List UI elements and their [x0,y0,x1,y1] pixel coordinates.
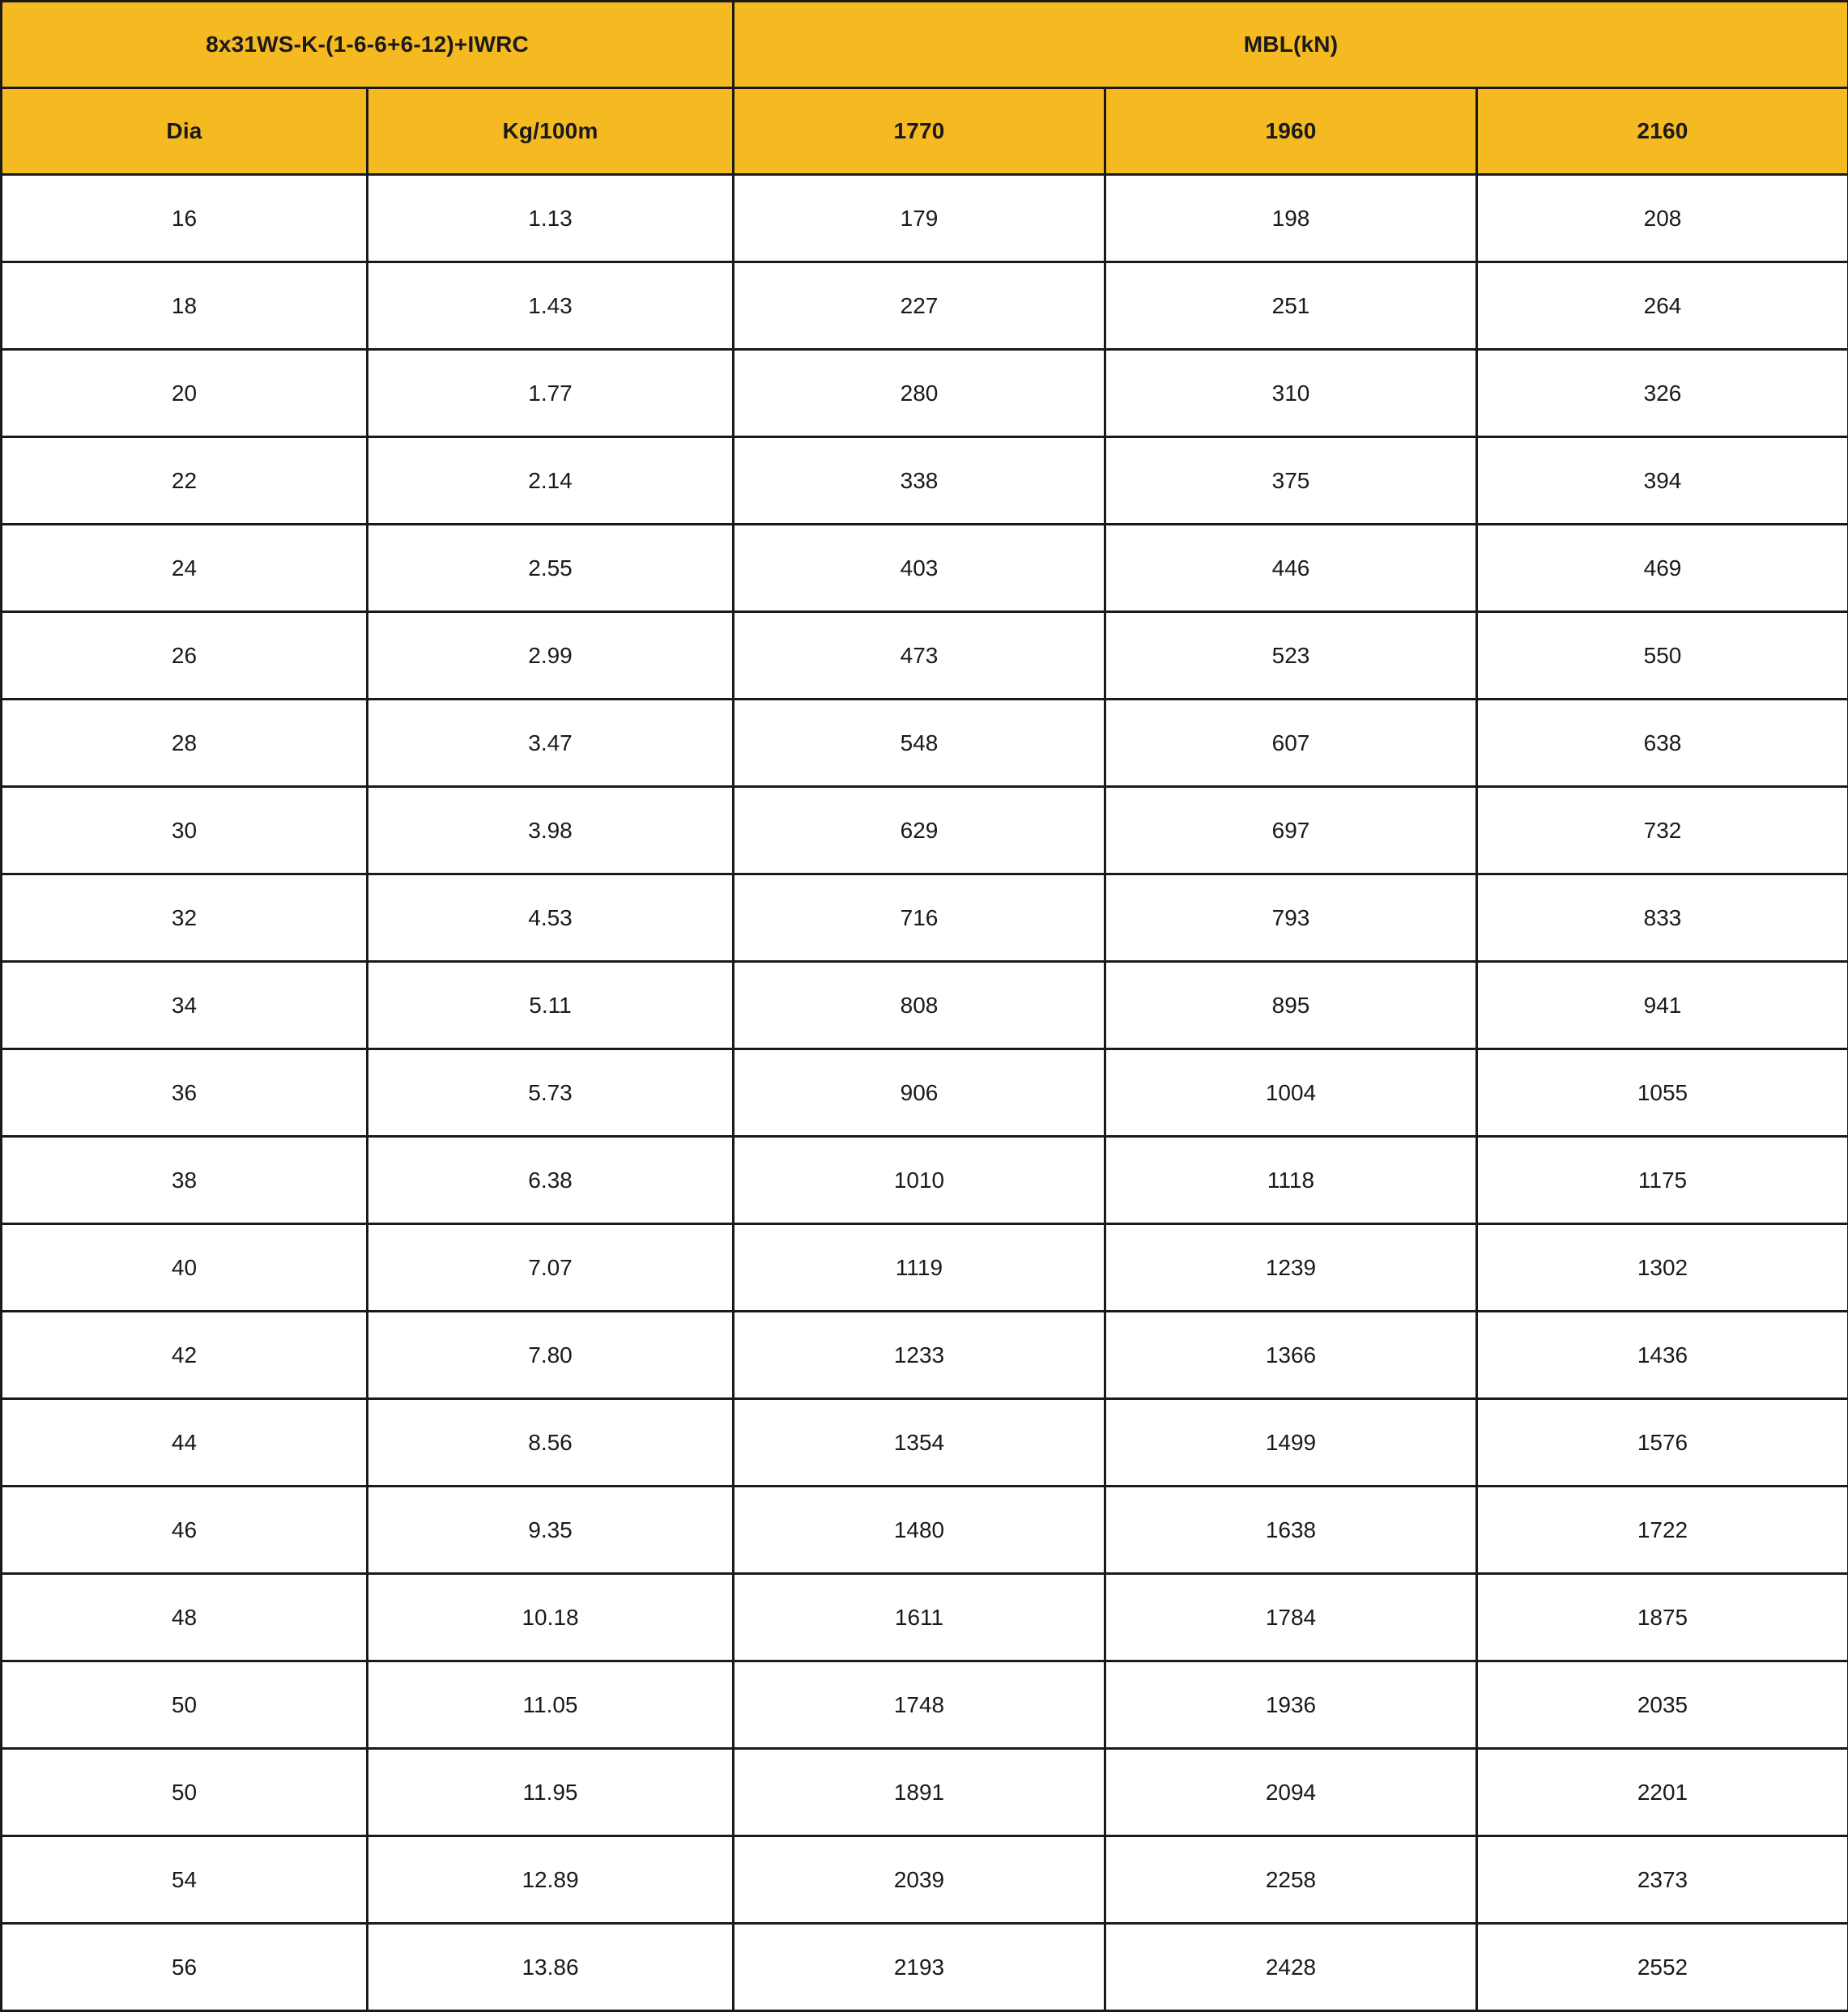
cell-mbl-1770: 1611 [734,1574,1105,1661]
cell-mbl-1770: 1119 [734,1224,1105,1312]
cell-mbl-2160: 1055 [1477,1049,1848,1137]
cell-mbl-2160: 2552 [1477,1924,1848,2011]
cell-dia: 50 [2,1749,368,1836]
cell-mbl-1770: 716 [734,874,1105,962]
cell-kg-per-100m: 2.99 [368,612,734,700]
cell-mbl-1770: 179 [734,175,1105,262]
cell-mbl-2160: 941 [1477,962,1848,1049]
cell-mbl-1770: 338 [734,437,1105,525]
cell-dia: 54 [2,1836,368,1924]
cell-dia: 50 [2,1661,368,1749]
cell-dia: 16 [2,175,368,262]
cell-mbl-1770: 1891 [734,1749,1105,1836]
cell-dia: 42 [2,1312,368,1399]
cell-mbl-1960: 607 [1105,700,1477,787]
cell-mbl-1770: 227 [734,262,1105,350]
table-row [2,1224,1848,1312]
table-row [2,525,1848,612]
cell-mbl-2160: 1576 [1477,1399,1848,1487]
table-row [2,962,1848,1049]
cell-mbl-1770: 1354 [734,1399,1105,1487]
cell-mbl-1770: 629 [734,787,1105,874]
cell-mbl-2160: 833 [1477,874,1848,962]
cell-dia: 48 [2,1574,368,1661]
cell-mbl-2160: 2201 [1477,1749,1848,1836]
cell-mbl-1960: 375 [1105,437,1477,525]
column-header-kg-per-100m: Kg/100m [368,88,734,175]
cell-mbl-1960: 1366 [1105,1312,1477,1399]
cell-dia: 30 [2,787,368,874]
cell-mbl-1960: 1004 [1105,1049,1477,1137]
cell-kg-per-100m: 13.86 [368,1924,734,2011]
cell-dia: 40 [2,1224,368,1312]
cell-kg-per-100m: 10.18 [368,1574,734,1661]
cell-mbl-1960: 2258 [1105,1836,1477,1924]
cell-mbl-2160: 1302 [1477,1224,1848,1312]
table-row [2,1661,1848,1749]
table-row [2,437,1848,525]
cell-mbl-1960: 895 [1105,962,1477,1049]
cell-kg-per-100m: 12.89 [368,1836,734,1924]
table-row [2,262,1848,350]
cell-mbl-2160: 1875 [1477,1574,1848,1661]
column-header-1770: 1770 [734,88,1105,175]
cell-kg-per-100m: 3.47 [368,700,734,787]
cell-mbl-2160: 1722 [1477,1487,1848,1574]
table-header [2,2,1848,175]
table-row [2,1749,1848,1836]
table-row [2,1574,1848,1661]
construction-title: 8x31WS-K-(1-6-6+6-12)+IWRC [2,2,734,88]
cell-kg-per-100m: 11.05 [368,1661,734,1749]
cell-mbl-1770: 2039 [734,1836,1105,1924]
cell-mbl-1960: 1499 [1105,1399,1477,1487]
cell-mbl-1960: 2428 [1105,1924,1477,2011]
cell-mbl-2160: 264 [1477,262,1848,350]
cell-mbl-1960: 1239 [1105,1224,1477,1312]
table-row [2,612,1848,700]
cell-kg-per-100m: 5.73 [368,1049,734,1137]
table-row [2,1049,1848,1137]
cell-mbl-1770: 2193 [734,1924,1105,2011]
cell-mbl-1960: 1784 [1105,1574,1477,1661]
cell-kg-per-100m: 9.35 [368,1487,734,1574]
table-row [2,1924,1848,2011]
cell-dia: 46 [2,1487,368,1574]
cell-mbl-1770: 473 [734,612,1105,700]
table-row [2,175,1848,262]
cell-mbl-1770: 906 [734,1049,1105,1137]
cell-mbl-1770: 1010 [734,1137,1105,1224]
cell-mbl-2160: 469 [1477,525,1848,612]
cell-dia: 34 [2,962,368,1049]
cell-mbl-2160: 550 [1477,612,1848,700]
cell-kg-per-100m: 4.53 [368,874,734,962]
cell-mbl-2160: 638 [1477,700,1848,787]
table-row [2,700,1848,787]
cell-dia: 38 [2,1137,368,1224]
cell-mbl-1960: 2094 [1105,1749,1477,1836]
cell-dia: 26 [2,612,368,700]
cell-mbl-1770: 280 [734,350,1105,437]
cell-dia: 28 [2,700,368,787]
table-row [2,1836,1848,1924]
cell-kg-per-100m: 8.56 [368,1399,734,1487]
cell-mbl-1960: 1118 [1105,1137,1477,1224]
cell-mbl-1960: 1936 [1105,1661,1477,1749]
cell-dia: 22 [2,437,368,525]
cell-mbl-2160: 732 [1477,787,1848,874]
mbl-title: MBL(kN) [734,2,1848,88]
cell-mbl-1960: 198 [1105,175,1477,262]
cell-mbl-1960: 523 [1105,612,1477,700]
table-row [2,1487,1848,1574]
cell-mbl-1960: 1638 [1105,1487,1477,1574]
table-row [2,874,1848,962]
table-row [2,787,1848,874]
cell-mbl-1770: 1233 [734,1312,1105,1399]
cell-mbl-2160: 1175 [1477,1137,1848,1224]
cell-kg-per-100m: 1.43 [368,262,734,350]
cell-dia: 44 [2,1399,368,1487]
cell-mbl-2160: 208 [1477,175,1848,262]
cell-mbl-1960: 793 [1105,874,1477,962]
cell-kg-per-100m: 1.13 [368,175,734,262]
cell-mbl-2160: 326 [1477,350,1848,437]
cell-mbl-1770: 1748 [734,1661,1105,1749]
cell-kg-per-100m: 6.38 [368,1137,734,1224]
cell-mbl-1960: 251 [1105,262,1477,350]
cell-dia: 36 [2,1049,368,1137]
cell-mbl-1770: 1480 [734,1487,1105,1574]
cell-kg-per-100m: 7.80 [368,1312,734,1399]
column-header-1960: 1960 [1105,88,1477,175]
cell-mbl-2160: 1436 [1477,1312,1848,1399]
cell-mbl-1960: 446 [1105,525,1477,612]
cell-dia: 56 [2,1924,368,2011]
cell-kg-per-100m: 5.11 [368,962,734,1049]
cell-dia: 18 [2,262,368,350]
table-row [2,1312,1848,1399]
table-row [2,350,1848,437]
header-row-columns [2,88,1848,175]
cell-kg-per-100m: 7.07 [368,1224,734,1312]
cell-dia: 32 [2,874,368,962]
table-row [2,1137,1848,1224]
cell-mbl-2160: 394 [1477,437,1848,525]
cell-mbl-1960: 697 [1105,787,1477,874]
table-row [2,1399,1848,1487]
header-row-top [2,2,1848,88]
cell-mbl-1770: 548 [734,700,1105,787]
cell-kg-per-100m: 11.95 [368,1749,734,1836]
column-header-2160: 2160 [1477,88,1848,175]
cell-kg-per-100m: 1.77 [368,350,734,437]
cell-mbl-1960: 310 [1105,350,1477,437]
cell-dia: 24 [2,525,368,612]
cell-mbl-1770: 403 [734,525,1105,612]
cell-kg-per-100m: 2.14 [368,437,734,525]
cell-dia: 20 [2,350,368,437]
cell-kg-per-100m: 2.55 [368,525,734,612]
table-body [2,175,1848,2011]
cell-mbl-2160: 2373 [1477,1836,1848,1924]
cell-mbl-1770: 808 [734,962,1105,1049]
column-header-dia: Dia [2,88,368,175]
cell-kg-per-100m: 3.98 [368,787,734,874]
cell-mbl-2160: 2035 [1477,1661,1848,1749]
